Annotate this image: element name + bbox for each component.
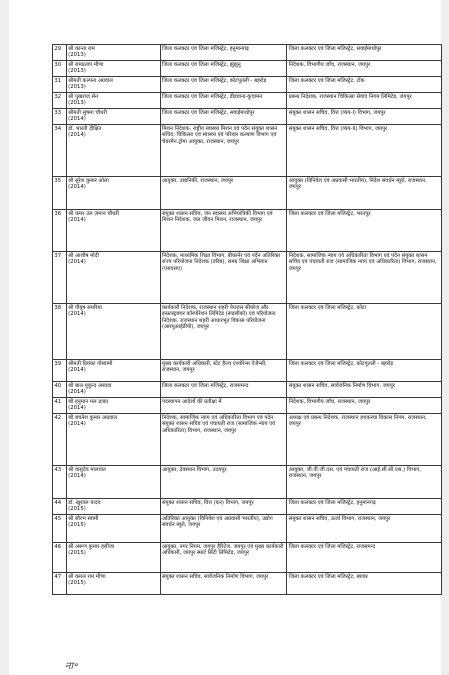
batch-year: (2014) [68,132,86,139]
serial-number: 42 [54,414,62,421]
serial-cell [53,45,67,61]
batch-year: (2014) [68,259,86,266]
serial-cell [53,93,67,109]
new-posting-cell [287,499,442,515]
serial-cell [53,573,67,595]
serial-cell [53,414,67,466]
officer-cell [66,45,160,61]
serial-number: 35 [54,177,62,184]
current-posting: कार्यकारी निदेशक, राजस्थान शहरी पेयजल सीवरेज और इन्फ्रास्ट्रक्चर कॉरपोरेशन लिमिटेड (रूडसीको) एवं परियोजना निदेशक, राजस्थान शहरी आधारभूत विकास परियोजना (आरयूआईडीपी), जयपुर [161,304,276,331]
serial-cell [53,109,67,125]
officer-name: श्री रामप्रताप मीणा [68,61,104,68]
officer-name: श्री सुरेश कुमार ओला [68,177,109,184]
serial-number: 37 [54,252,62,259]
new-posting: संयुक्त शासन सचिव, ऊर्जा विभाग, राजस्थान, जयपुर [288,515,391,522]
current-posting: मिशन निदेशक, राष्ट्रीय स्वास्थ्य मिशन एवं पदेन संयुक्त शासन सचिव, चिकित्सा एवं स्वास्थ्य एवं परिवार कल्याण विभाग एवं चेयरमैन ट्रोमा आयुक्त, राजस्थान, जयपुर [161,125,278,145]
new-posting: आयुक्त (विनिवेश एवं अप्रवासी भारतीय), निदेश संवर्धन ब्यूरो, राजस्थान, जयपुर [288,177,427,191]
new-posting: निदेशक, विभागीय जाँच, राजस्थान, जयपुर [288,61,371,68]
officer-name: श्रीमती कल्पना अग्रवाल [68,77,113,84]
officer-name: श्री आशीष मोदी [68,252,99,259]
document-page [9,0,441,675]
officer-cell [66,177,160,210]
batch-year: (2015) [68,580,86,587]
current-posting-cell [160,93,287,109]
table-row [53,109,442,125]
current-posting: जिला कलक्टर एवं जिला मजिस्ट्रेट, झुंझुनू [161,61,241,68]
officer-name: श्री सौरभ स्वामी [68,515,99,522]
current-posting-cell [160,398,287,414]
officer-name: श्री हनुमान मल ढाका [68,398,109,405]
officer-cell [66,109,160,125]
current-posting-cell [160,77,287,93]
officer-name: श्री बाल मुकुन्द असावा [68,382,112,389]
current-posting: आयुक्त, देवस्थान विभाग, उदयपुर [161,466,227,473]
serial-cell [53,499,67,515]
current-posting: जिला कलक्टर एवं जिला मजिस्ट्रेट, डीडवाना-कुचामन [161,93,263,100]
current-posting-cell [160,515,287,543]
current-posting-cell [160,252,287,304]
serial-cell [53,177,67,210]
new-posting: निदेशक, सामाजिक न्याय एवं अधिकारिता विभाग एवं पदेन संयुक्त शासन सचिव एवं पंचायती राज (सामाजिक न्याय एवं अधिकारिता) विभाग, राजस्थान, जयपुर [288,252,437,272]
officer-cell [66,414,160,466]
batch-year: (2014) [68,116,86,123]
officer-cell [66,210,160,252]
officer-cell [66,61,160,77]
officer-name: श्री पुखराज सेन [68,93,98,100]
serial-cell [53,61,67,77]
batch-year: (2014) [68,405,86,412]
serial-number: 45 [54,515,62,522]
new-posting: संयुक्त शासन सचिव, वित्त (व्यय-II) विभाग, जयपुर [288,125,388,132]
batch-year: (2013) [68,68,86,75]
serial-number: 31 [54,77,62,84]
officer-name: डॉ. खुशाल यादव [68,499,101,506]
current-posting: मुख्य कार्यकारी अधिकारी, स्टेट हैल्थ एश्योरेन्स ऐजेन्सी, राजस्थान, जयपुर [161,360,267,374]
current-posting: अतिरिक्त आयुक्त (विनिवेश एवं अप्रवासी भारतीय), उद्योग संवर्धन ब्यूरो, जयपुर [161,515,273,529]
table-row [53,125,442,177]
officer-cell [66,398,160,414]
new-posting-cell [287,45,442,61]
serial-number: 39 [54,360,62,367]
batch-year: (2014) [68,311,86,318]
officer-cell [66,499,160,515]
current-posting: संयुक्त शासन सचिव, जन स्वास्थ्य अभियांत्रिकी विभाग एवं मिशन निदेशक, जल जीवन मिशन, राजस्थान, जयपुर [161,210,273,224]
serial-number: 34 [54,125,62,132]
batch-year: (2014) [68,389,86,396]
serial-cell [53,515,67,543]
batch-year: (2013) [68,84,86,91]
batch-year: (2014) [68,421,86,428]
transfer-table [52,44,442,595]
new-posting-cell [287,77,442,93]
serial-cell [53,360,67,382]
table-row [53,382,442,398]
serial-cell [53,252,67,304]
officer-cell [66,360,160,382]
officer-cell [66,93,160,109]
serial-cell [53,125,67,177]
current-posting-cell [160,360,287,382]
officer-name: श्री वासुदेव मालावत [68,466,106,473]
new-posting-cell [287,177,442,210]
current-posting: जिला कलक्टर एवं जिला मजिस्ट्रेट, कोटपूतली - बहरोड़ [161,77,267,84]
new-posting-cell [287,573,442,595]
current-posting-cell [160,466,287,499]
officer-cell [66,77,160,93]
new-posting: जिला कलक्टर एवं जिला मजिस्ट्रेट, भरतपुर [288,210,371,217]
table-row [53,45,442,61]
current-posting-cell [160,61,287,77]
new-posting: जिला कलक्टर एवं जिला मजिस्ट्रेट, हनुमानगढ़ [288,499,376,506]
current-posting: जिला कलक्टर एवं जिला मजिस्ट्रेट, सवाईमाधोपुर [161,109,255,116]
new-posting-cell [287,61,442,77]
officer-name: श्री बचनेश कुमार अग्रवाल [68,414,117,421]
new-posting: निदेशक, विभागीय जाँच, राजस्थान, जयपुर [288,398,371,405]
new-posting-cell [287,414,442,466]
new-posting: आयुक्त, जी.वी.जी.एस. एवं पंचायती राज (आई.सी.सी.एस.) विभाग, राजस्थान, जयपुर [288,466,421,480]
officer-name: श्रीमती प्रियंका गोस्वामी [68,360,113,367]
officer-name: श्री कमर उल ज़मान चौधरी [68,210,119,217]
new-posting: जिला कलक्टर एवं जिला मजिस्ट्रेट, कोटा [288,304,366,311]
serial-number: 30 [54,61,62,68]
batch-year: (2014) [68,367,86,374]
officer-cell [66,382,160,398]
new-posting: जिला कलक्टर एवं जिला मजिस्ट्रेट, राजसमन्द [288,543,376,550]
serial-cell [53,304,67,360]
batch-year: (2015) [68,522,86,529]
new-posting-cell [287,543,442,573]
officer-cell [66,543,160,573]
serial-number: 38 [54,304,62,311]
new-posting-cell [287,304,442,360]
officer-cell [66,304,160,360]
serial-number: 36 [54,210,62,217]
current-posting-cell [160,499,287,515]
serial-number: 40 [54,382,62,389]
serial-cell [53,543,67,573]
current-posting-cell [160,109,287,125]
current-posting: निदेशक, सामाजिक न्याय एवं अधिकारिता विभाग एवं पदेन संयुक्त शासन सचिव एवं पंचायती राज (सामाजिक न्याय एवं अधिकारिता) विभाग, राजस्थान, जयपुर [161,414,276,434]
current-posting: पदस्थापन आदेशों की प्रतीक्षा में [161,398,222,405]
current-posting-cell [160,210,287,252]
table-row [53,93,442,109]
serial-cell [53,398,67,414]
table-row [53,304,442,360]
serial-number: 46 [54,543,62,550]
table-row [53,252,442,304]
officer-name: श्री कान्ता राम [68,45,95,52]
new-posting: प्रबन्ध निदेशक, राजस्थान चिकित्सा सेवाएं निगम लिमिटेड, जयपुर [288,93,412,100]
handwritten-signature: ना॰ [65,661,78,672]
table-row [53,543,442,573]
officer-name: श्री कमल राम मीणा [68,573,106,580]
table-row [53,499,442,515]
batch-year: (2013) [68,52,86,59]
table-row [53,398,442,414]
table-row [53,414,442,466]
current-posting-cell [160,304,287,360]
officer-name: श्रीमती सुषमा चौधरी [68,109,107,116]
current-posting: संयुक्त शासन सचिव, वित्त (कर) विभाग, जयपुर [161,499,254,506]
serial-cell [53,210,67,252]
new-posting-cell [287,360,442,382]
new-posting-cell [287,398,442,414]
batch-year: (2014) [68,217,86,224]
table-row [53,61,442,77]
table-row [53,573,442,595]
new-posting: जिला कलक्टर एवं जिला मजिस्ट्रेट, टोंक [288,77,365,84]
current-posting: संयुक्त शासन सचिव, सार्वजनिक निर्माण विभाग, जयपुर [161,573,269,580]
current-posting-cell [160,382,287,398]
current-posting-cell [160,45,287,61]
new-posting-cell [287,125,442,177]
officer-cell [66,515,160,543]
officer-name: डॉ. भारती दीक्षित [68,125,102,132]
serial-number: 32 [54,93,62,100]
batch-year: (2014) [68,473,86,480]
serial-cell [53,382,67,398]
officer-cell [66,466,160,499]
officer-cell [66,573,160,595]
new-posting-cell [287,210,442,252]
officer-name: श्री अरूण कुमार हसीजा [68,543,115,550]
new-posting-cell [287,515,442,543]
current-posting: जिला कलक्टर एवं जिला मजिस्ट्रेट, राजसमन्द [161,382,249,389]
table-row [53,210,442,252]
serial-number: 29 [54,45,62,52]
current-posting-cell [160,414,287,466]
new-posting-cell [287,382,442,398]
table-row [53,515,442,543]
current-posting: जिला कलक्टर एवं जिला मजिस्ट्रेट, हनुमानगढ़ [161,45,249,52]
new-posting: जिला कलक्टर एवं जिला मजिस्ट्रेट, कोटपूतली - बहरोड़ [288,360,394,367]
batch-year: (2015) [68,506,86,513]
serial-cell [53,77,67,93]
serial-number: 47 [54,573,62,580]
new-posting-cell [287,93,442,109]
serial-number: 43 [54,466,62,473]
new-posting-cell [287,109,442,125]
new-posting: अध्यक्ष एवं प्रबन्ध निदेशक, राजस्थान हथकरघा विकास निगम, राजस्थान, जयपुर [288,414,427,428]
new-posting: जिला कलक्टर एवं जिला मजिस्ट्रेट, सवाईमाधोपुर [288,45,382,52]
serial-number: 41 [54,398,62,405]
new-posting: संयुक्त शासन सचिव, सार्वजनिक निर्माण विभाग, जयपुर [288,382,395,389]
current-posting-cell [160,573,287,595]
officer-name: श्री पीयूष समरिया [68,304,102,311]
new-posting: संयुक्त शासन सचिव, वित्त (व्यय-I) विभाग, जयपुर [288,109,386,116]
table-row [53,466,442,499]
table-row [53,177,442,210]
new-posting: जिला कलक्टर एवं जिला मजिस्ट्रेट, ब्यावर [288,573,368,580]
current-posting-cell [160,125,287,177]
batch-year: (2014) [68,184,86,191]
batch-year: (2013) [68,100,86,107]
officer-cell [66,252,160,304]
serial-number: 44 [54,499,62,506]
current-posting: निदेशक, माध्यमिक शिक्षा विभाग, बीकानेर एवं पदेन अतिरिक्त राज्य परियोजना निदेशक (वरिष्ठ), समग्र शिक्षा अभियान (एसएसए) [161,252,281,272]
batch-year: (2015) [68,550,86,557]
table-row [53,77,442,93]
serial-cell [53,466,67,499]
new-posting-cell [287,466,442,499]
current-posting-cell [160,543,287,573]
current-posting: आयुक्त, नगर निगम, जयपुर हैरिटेज, जयपुर एवं मुख्य कार्यकारी अधिकारी, जयपुर स्मार्ट सिटी लिमिटेड, जयपुर [161,543,284,557]
officer-cell [66,125,160,177]
table-row [53,360,442,382]
current-posting-cell [160,177,287,210]
current-posting: आयुक्त, उद्यानिकी, राजस्थान, जयपुर [161,177,234,184]
serial-number: 33 [54,109,62,116]
new-posting-cell [287,252,442,304]
